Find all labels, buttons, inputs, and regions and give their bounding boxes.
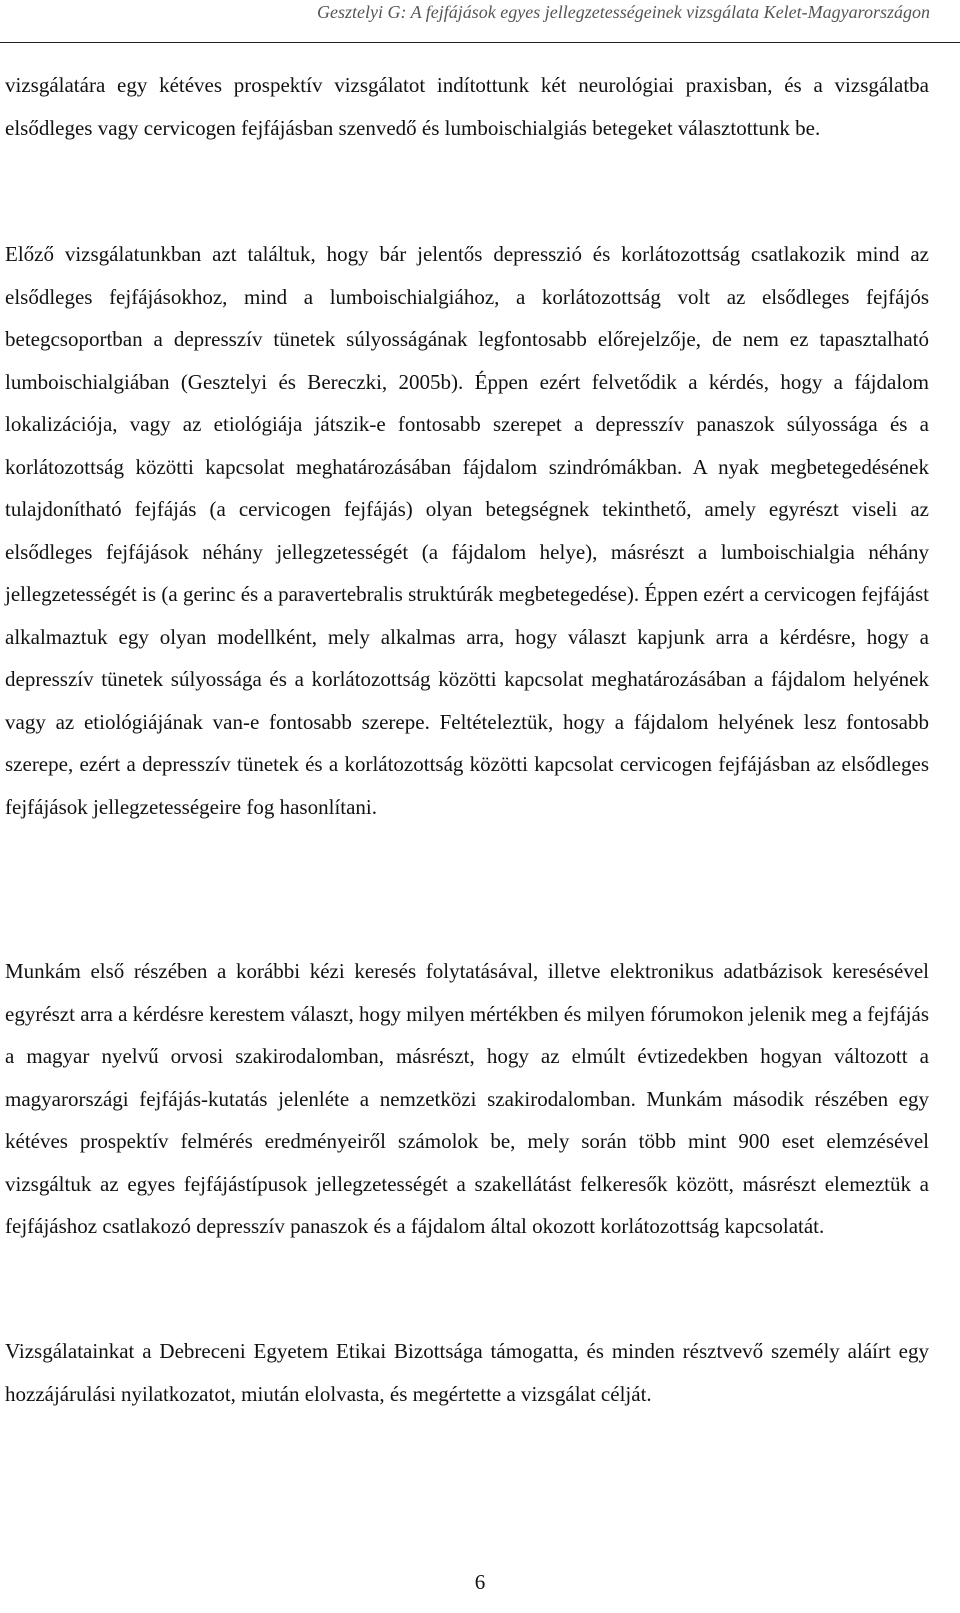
page-number: 6	[474, 1570, 486, 1594]
paragraph-text: Munkám első részében a korábbi kézi keresés folytatásával, illetve elektronikus adatbázisok keresésével egyrészt arra a kérdésre kerestem választ, hogy milyen mértékben és milyen fórumokon jelenik meg a fejfájás a magyar nyelvű orvosi szakirodalomban, másrészt, hogy az elmúlt évtizedekben hogyan változott a magyarországi fejfájás-kutatás jelenléte a nemzetközi szakirodalomban. Munkám második részében egy kétéves prospektív felmérés eredményeiről számolok be, mely során több mint 900 eset elemzésével vizsgáltuk az egyes fejfájástípusok jellegzetességét a szakellátást felkeresők között, másrészt elemeztük a fejfájáshoz csatlakozó depresszív panaszok és a fájdalom által okozott korlátozottság kapcsolatát.	[5, 959, 929, 1238]
page-header	[0, 0, 960, 36]
body-paragraph	[5, 64, 929, 149]
body-paragraph	[5, 1330, 929, 1415]
paragraph-text: vizsgálatára egy kétéves prospektív vizsgálatot indítottunk két neurológiai praxisban, és a vizsgálatba elsődleges vagy cervicogen fejfájásban szenvedő és lumboischialgiás betegeket választottunk be.	[5, 73, 929, 140]
paragraph-text: Előző vizsgálatunkban azt találtuk, hogy bár jelentős depresszió és korlátozottság csatlakozik mind az elsődleges fejfájásokhoz, mind a lumboischialgiához, a korlátozottság volt az elsődleges fejfájós betegcsoportban a depresszív tünetek súlyosságának legfontosabb előrejelzője, de nem ez tapasztalható lumboischialgiában (Gesztelyi és Bereczki, 2005b). Éppen ezért felvetődik a kérdés, hogy a fájdalom lokalizációja, vagy az etiológiája játszik-e fontosabb szerepet a depresszív panaszok súlyossága és a korlátozottság közötti kapcsolat meghatározásában fájdalom szindrómákban. A nyak megbetegedésének tulajdonítható fejfájás (a cervicogen fejfájás) olyan betegségnek tekinthető, amely egyrészt viseli az elsődleges fejfájások néhány jellegzetességét (a fájdalom helye), másrészt a lumboischialgia néhány jellegzetességét is (a gerinc és a paravertebralis struktúrák megbetegedése). Éppen ezért a cervicogen fejfájást alkalmaztuk egy olyan modellként, mely alkalmas arra, hogy választ kapjunk arra a kérdésre, hogy a depresszív tünetek súlyossága és a korlátozottság közötti kapcsolat meghatározásában a fájdalom helyének vagy az etiológiájának van-e fontosabb szerepe. Feltételeztük, hogy a fájdalom helyének lesz fontosabb szerepe, ezért a depresszív tünetek és a korlátozottság közötti kapcsolat cervicogen fejfájásban az elsődleges fejfájások jellegzetességeire fog hasonlítani.	[5, 242, 929, 819]
paragraph-text: Vizsgálatainkat a Debreceni Egyetem Etikai Bizottsága támogatta, és minden résztvevő személy aláírt egy hozzájárulási nyilatkozatot, miután elolvasta, és megértette a vizsgálat célját.	[5, 1339, 929, 1406]
body-paragraph	[5, 233, 929, 828]
body-paragraph	[5, 950, 929, 1248]
header-divider	[0, 42, 960, 43]
running-title: Gesztelyi G: A fejfájások egyes jellegzetességeinek vizsgálata Kelet-Magyarországon	[316, 2, 930, 22]
